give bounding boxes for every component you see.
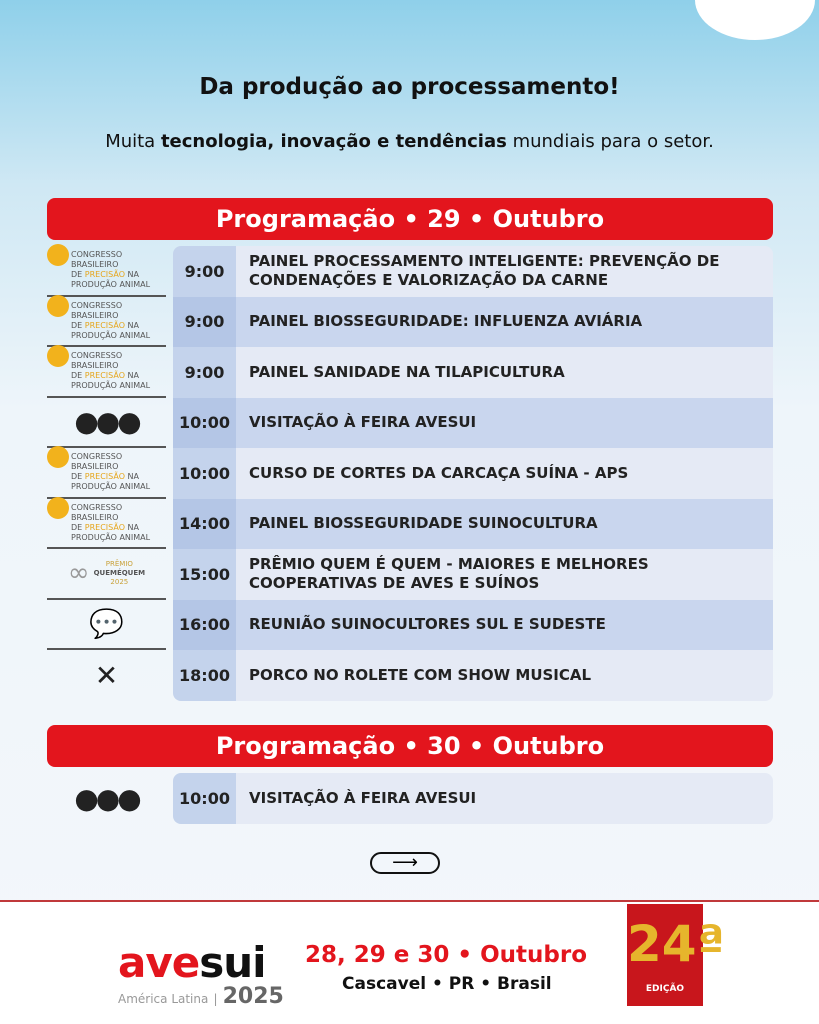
- row-icon: [47, 448, 166, 499]
- row-time: 10:00: [173, 773, 236, 824]
- row-icon: [47, 297, 166, 348]
- row-time: 9:00: [173, 246, 236, 297]
- row-time: 10:00: [173, 398, 236, 449]
- footer: [0, 900, 819, 1024]
- schedule-row: [47, 499, 773, 550]
- row-time: 16:00: [173, 600, 236, 651]
- chat-icon: 💬: [89, 607, 124, 641]
- day2-header: Programação • 30 • Outubro: [47, 725, 773, 767]
- avesui-logo: avesui América Latina | 2025: [118, 938, 284, 1009]
- row-title: PAINEL BIOSSEGURIDADE: INFLUENZA AVIÁRIA: [236, 297, 773, 348]
- row-time: 10:00: [173, 448, 236, 499]
- row-title: CURSO DE CORTES DA CARCAÇA SUÍNA - APS: [236, 448, 773, 499]
- day1-schedule: [47, 246, 773, 701]
- row-icon: [47, 398, 166, 449]
- schedule-row: [47, 448, 773, 499]
- schedule-row: [47, 600, 773, 651]
- schedule-row: [47, 549, 773, 600]
- event-dates: 28, 29 e 30 • Outubro: [305, 942, 587, 968]
- utensils-icon: ✕: [94, 658, 119, 692]
- quemequem-logo: ∞ PRÊMIO QUEMÉQUEM 2025: [67, 558, 146, 589]
- congresso-logo: CONGRESSO BRASILEIRO DE PRECISÃO NA PRODUÇÃO ANIMAL: [47, 301, 166, 341]
- schedule-row: [47, 347, 773, 398]
- row-title: PRÊMIO QUEM É QUEM - MAIORES E MELHORES COOPERATIVAS DE AVES E SUÍNOS: [236, 549, 773, 600]
- row-title: VISITAÇÃO À FEIRA AVESUI: [236, 773, 773, 824]
- row-time: 15:00: [173, 549, 236, 600]
- row-time: 18:00: [173, 650, 236, 701]
- schedule-row: [47, 650, 773, 701]
- row-icon: [47, 773, 166, 824]
- subtitle: Muita tecnologia, inovação e tendências mundiais para o setor.: [105, 131, 714, 152]
- row-title: REUNIÃO SUINOCULTORES SUL E SUDESTE: [236, 600, 773, 651]
- schedule-row: [47, 246, 773, 297]
- next-arrow-button[interactable]: [370, 852, 440, 874]
- row-title: VISITAÇÃO À FEIRA AVESUI: [236, 398, 773, 449]
- edition-badge: 24ª EDIÇÃO: [627, 904, 703, 1006]
- page-title: Da produção ao processamento!: [199, 74, 620, 100]
- arrow-right-icon: ⟶: [392, 852, 418, 873]
- row-icon: [47, 246, 166, 297]
- people-icon: ●●●: [74, 405, 139, 439]
- row-title: PORCO NO ROLETE COM SHOW MUSICAL: [236, 650, 773, 701]
- congresso-logo: CONGRESSO BRASILEIRO DE PRECISÃO NA PRODUÇÃO ANIMAL: [47, 351, 166, 391]
- row-time: 14:00: [173, 499, 236, 550]
- people-icon: ●●●: [74, 781, 139, 815]
- row-icon: [47, 499, 166, 550]
- row-icon: [47, 549, 166, 600]
- row-icon: [47, 600, 166, 651]
- row-icon: [47, 347, 166, 398]
- row-time: 9:00: [173, 297, 236, 348]
- row-title: PAINEL BIOSSEGURIDADE SUINOCULTURA: [236, 499, 773, 550]
- row-title: PAINEL PROCESSAMENTO INTELIGENTE: PREVENÇÃO DE CONDENAÇÕES E VALORIZAÇÃO DA CARNE: [236, 246, 773, 297]
- event-place: Cascavel • PR • Brasil: [342, 974, 552, 994]
- schedule-row: [47, 398, 773, 449]
- congresso-logo: CONGRESSO BRASILEIRO DE PRECISÃO NA PRODUÇÃO ANIMAL: [47, 452, 166, 492]
- congresso-logo: CONGRESSO BRASILEIRO DE PRECISÃO NA PRODUÇÃO ANIMAL: [47, 250, 166, 290]
- row-title: PAINEL SANIDADE NA TILAPICULTURA: [236, 347, 773, 398]
- day2-schedule: [47, 773, 773, 824]
- row-time: 9:00: [173, 347, 236, 398]
- sun-decoration: [695, 0, 815, 40]
- congresso-logo: CONGRESSO BRASILEIRO DE PRECISÃO NA PRODUÇÃO ANIMAL: [47, 503, 166, 543]
- schedule-row: [47, 297, 773, 348]
- schedule-row: [47, 773, 773, 824]
- row-icon: [47, 650, 166, 701]
- day1-header: Programação • 29 • Outubro: [47, 198, 773, 240]
